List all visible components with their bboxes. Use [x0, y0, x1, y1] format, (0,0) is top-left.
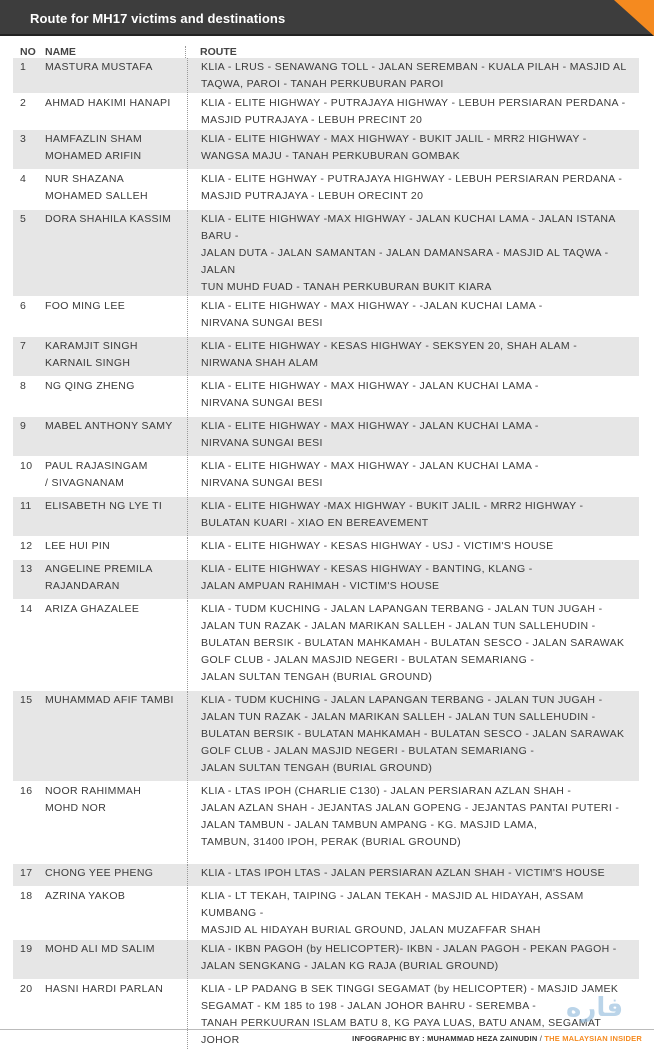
- table-row: [13, 497, 639, 537]
- route-text: KLIA - LP PADANG B SEK TINGGI SEGAMAT (by HELICOPTER) - MASJID JAMEK SEGAMAT - KM 185 to 198 - JALAN JOHOR BAHRU - SEREMBA - TANAH PERKUURAN ISLAM BATU 8, KG PAYA LUAS, BATU ANAM, SEGAMAT JOHOR: [187, 980, 639, 1049]
- row-number: 11: [20, 500, 32, 512]
- route-text: KLIA - LRUS - SENAWANG TOLL - JALAN SEREMBAN - KUALA PILAH - MASJID AL TAQWA, PAROI - TANAH PERKUBURAN PAROI: [187, 58, 639, 93]
- row-number: 16: [20, 785, 33, 797]
- victim-name: NOOR RAHIMMAH MOHD NOR: [45, 785, 142, 814]
- row-number: 10: [20, 460, 33, 472]
- source-name: THE MALAYSIAN INSIDER: [544, 1034, 642, 1043]
- victim-name: NUR SHAZANA MOHAMED SALLEH: [45, 173, 148, 202]
- victim-name: NG QING ZHENG: [45, 380, 135, 392]
- routes-table: [13, 40, 639, 1050]
- row-number: 8: [20, 380, 27, 392]
- victim-name: HAMFAZLIN SHAM MOHAMED ARIFIN: [45, 133, 143, 162]
- table-row: [13, 130, 639, 170]
- victim-name: HASNI HARDI PARLAN: [45, 983, 164, 995]
- table-row: [13, 210, 639, 297]
- victim-name: LEE HUI PIN: [45, 540, 111, 552]
- table-row: [13, 170, 639, 210]
- table-row: [13, 417, 639, 457]
- victim-name: KARAMJIT SINGH KARNAIL SINGH: [45, 340, 138, 369]
- route-text: KLIA - LTAS IPOH LTAS - JALAN PERSIARAN AZLAN SHAH - VICTIM'S HOUSE: [187, 864, 639, 886]
- route-text: KLIA - ELITE HIGHWAY - KESAS HIGHWAY - SEKSYEN 20, SHAH ALAM - NIRWANA SHAH ALAM: [187, 337, 639, 376]
- header-route: ROUTE: [185, 46, 639, 58]
- row-number: 18: [20, 890, 33, 902]
- route-text: KLIA - ELITE HIGHWAY - MAX HIGHWAY - -JALAN KUCHAI LAMA - NIRVANA SUNGAI BESI: [187, 297, 639, 336]
- row-number: 6: [20, 300, 27, 312]
- footer-divider: [0, 1029, 654, 1030]
- header-accent: [614, 0, 654, 36]
- row-number: 20: [20, 983, 33, 995]
- route-text: KLIA - TUDM KUCHING - JALAN LAPANGAN TERBANG - JALAN TUN JUGAH - JALAN TUN RAZAK - JALAN MARIKAN SALLEH - JALAN TUN SALLEHUDIN - BULATAN BERSIK - BULATAN MAHKAMAH - BULATAN SESCO - JALAN SARAWAK GOLF CLUB - JALAN MASJID NEGERI - BULATAN SEMARIANG - JALAN SULTAN TENGAH (BURIAL GROUND): [187, 691, 639, 781]
- route-text: KLIA - ELITE HIGHWAY -MAX HIGHWAY - BUKIT JALIL - MRR2 HIGHWAY - BULATAN KUARI - XIAO EN BEREAVEMENT: [187, 497, 639, 536]
- victim-name: CHONG YEE PHENG: [45, 867, 154, 879]
- route-text: KLIA - LT TEKAH, TAIPING - JALAN TEKAH - MASJID AL HIDAYAH, ASSAM KUMBANG - MASJID AL HIDAYAH BURIAL GROUND, JALAN MUZAFFAR SHAH: [187, 887, 639, 939]
- route-text: KLIA - ELITE HIGHWAY - KESAS HIGHWAY - USJ - VICTIM'S HOUSE: [187, 537, 639, 559]
- table-body: [13, 58, 639, 1050]
- table-row: [13, 337, 639, 377]
- infographic-credit: INFOGRAPHIC BY : MUHAMMAD HEZA ZAINUDIN: [352, 1034, 538, 1043]
- table-row: [13, 887, 639, 940]
- victim-name: ANGELINE PREMILA RAJANDARAN: [45, 563, 153, 592]
- page-title: Route for MH17 victims and destinations: [30, 11, 286, 26]
- table-row: [13, 782, 639, 864]
- table-row: [13, 864, 639, 887]
- victim-name: MOHD ALI MD SALIM: [45, 943, 155, 955]
- victim-name: MASTURA MUSTAFA: [45, 61, 153, 73]
- route-text: KLIA - ELITE HIGHWAY - MAX HIGHWAY - JALAN KUCHAI LAMA - NIRVANA SUNGAI BESI: [187, 457, 639, 496]
- victim-name: AZRINA YAKOB: [45, 890, 126, 902]
- row-number: 17: [20, 867, 33, 879]
- victim-name: DORA SHAHILA KASSIM: [45, 213, 172, 225]
- footer: [0, 1034, 654, 1043]
- route-text: KLIA - LTAS IPOH (CHARLIE C130) - JALAN PERSIARAN AZLAN SHAH - JALAN AZLAN SHAH - JEJANTAS JALAN GOPENG - JEJANTAS PANTAI PUTERI - JALAN TAMBUN - JALAN TAMBUN AMPANG - KG. MASJID LAMA, TAMBUN, 31400 IPOH, PERAK (BURIAL GROUND): [187, 782, 639, 863]
- route-text: KLIA - TUDM KUCHING - JALAN LAPANGAN TERBANG - JALAN TUN JUGAH - JALAN TUN RAZAK - JALAN MARIKAN SALLEH - JALAN TUN SALLEHUDIN - BULATAN BERSIK - BULATAN MAHKAMAH - BULATAN SESCO - JALAN SARAWAK GOLF CLUB - JALAN MASJID NEGERI - BULATAN SEMARIANG - JALAN SULTAN TENGAH (BURIAL GROUND): [187, 600, 639, 690]
- table-row: [13, 58, 639, 94]
- route-text: KLIA - ELITE HGHWAY - PUTRAJAYA HIGHWAY - LEBUH PERSIARAN PERDANA - MASJID PUTRAJAYA - LEBUH ORECINT 20: [187, 170, 639, 209]
- row-number: 14: [20, 603, 33, 615]
- route-text: KLIA - IKBN PAGOH (by HELICOPTER)- IKBN - JALAN PAGOH - PEKAN PAGOH - JALAN SENGKANG - JALAN KG RAJA (BURIAL GROUND): [187, 940, 639, 979]
- row-number: 3: [20, 133, 27, 145]
- victim-name: FOO MING LEE: [45, 300, 126, 312]
- table-row: [13, 377, 639, 417]
- table-row: [13, 94, 639, 130]
- table-header: [13, 40, 639, 58]
- route-text: KLIA - ELITE HIGHWAY - PUTRAJAYA HIGHWAY - LEBUH PERSIARAN PERDANA - MASJID PUTRAJAYA - LEBUH PRECINT 20: [187, 94, 639, 129]
- row-number: 4: [20, 173, 27, 185]
- header-bar: [0, 0, 654, 36]
- table-row: [13, 297, 639, 337]
- row-number: 5: [20, 213, 27, 225]
- table-row: [13, 457, 639, 497]
- row-number: 1: [20, 61, 27, 73]
- route-text: KLIA - ELITE HIGHWAY - MAX HIGHWAY - JALAN KUCHAI LAMA - NIRVANA SUNGAI BESI: [187, 417, 639, 456]
- victim-name: ELISABETH NG LYE TI: [45, 500, 163, 512]
- victim-name: MUHAMMAD AFIF TAMBI: [45, 694, 174, 706]
- route-text: KLIA - ELITE HIGHWAY -MAX HIGHWAY - JALAN KUCHAI LAMA - JALAN ISTANA BARU - JALAN DUTA - JALAN SAMANTAN - JALAN DAMANSARA - MASJID AL TAQWA - JALAN TUN MUHD FUAD - TANAH PERKUBURAN BUKIT KIARA: [187, 210, 639, 296]
- row-number: 12: [20, 540, 33, 552]
- table-row: [13, 940, 639, 980]
- table-row: [13, 600, 639, 691]
- header-name: NAME: [45, 46, 76, 58]
- row-number: 2: [20, 97, 27, 109]
- footer-separator: /: [537, 1034, 545, 1043]
- row-number: 15: [20, 694, 33, 706]
- row-number: 13: [20, 563, 33, 575]
- row-number: 9: [20, 420, 27, 432]
- table-row: [13, 691, 639, 782]
- route-text: KLIA - ELITE HIGHWAY - MAX HIGHWAY - JALAN KUCHAI LAMA - NIRVANA SUNGAI BESI: [187, 377, 639, 416]
- route-text: KLIA - ELITE HIGHWAY - MAX HIGHWAY - BUKIT JALIL - MRR2 HIGHWAY - WANGSA MAJU - TANAH PERKUBURAN GOMBAK: [187, 130, 639, 169]
- watermark-logo: فاره: [566, 993, 624, 1023]
- header-no: NO: [20, 46, 36, 58]
- row-number: 19: [20, 943, 33, 955]
- route-text: KLIA - ELITE HIGHWAY - KESAS HIGHWAY - BANTING, KLANG - JALAN AMPUAN RAHIMAH - VICTIM'S HOUSE: [187, 560, 639, 599]
- victim-name: PAUL RAJASINGAM / SIVAGNANAM: [45, 460, 148, 489]
- row-number: 7: [20, 340, 27, 352]
- victim-name: ARIZA GHAZALEE: [45, 603, 140, 615]
- table-row: [13, 537, 639, 560]
- table-row: [13, 560, 639, 600]
- victim-name: MABEL ANTHONY SAMY: [45, 420, 173, 432]
- victim-name: AHMAD HAKIMI HANAPI: [45, 97, 171, 109]
